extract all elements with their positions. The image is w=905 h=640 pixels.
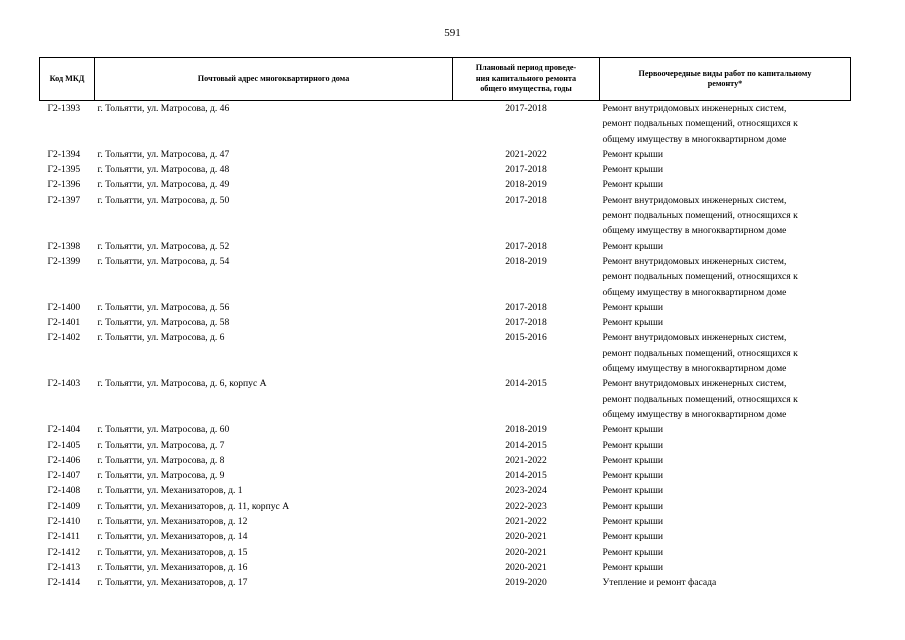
cell-works <box>600 330 851 376</box>
works-line: ремонт подвальных помещений, относящихся к <box>602 210 798 222</box>
cell-code: Г2-1407 <box>47 470 81 482</box>
header-period-line: ния капитального ремонта <box>475 73 577 83</box>
cell-period: 2014-2015 <box>505 378 547 390</box>
cell-code: Г2-1402 <box>47 332 81 344</box>
cell-address: г. Тольятти, ул. Механизаторов, д. 11, корпус А <box>97 500 290 512</box>
works-line: Ремонт крыши <box>602 240 663 252</box>
header-works-line: Первоочередные виды работ по капитальному <box>638 68 812 78</box>
cell-code: Г2-1394 <box>47 148 81 160</box>
cell-period: 2021-2022 <box>505 148 547 160</box>
cell-address: г. Тольятти, ул. Матросова, д. 56 <box>97 301 230 313</box>
cell-period: 2015-2016 <box>505 332 547 344</box>
works-line: Ремонт крыши <box>602 500 663 512</box>
works-line: Ремонт крыши <box>602 424 663 436</box>
cell-code: Г2-1411 <box>47 531 80 543</box>
registry-table <box>39 57 851 591</box>
cell-address: г. Тольятти, ул. Механизаторов, д. 17 <box>97 577 248 589</box>
cell-works <box>600 315 851 330</box>
cell-period: 2017-2018 <box>505 164 547 176</box>
table-row <box>40 529 851 544</box>
works-line: Ремонт крыши <box>602 439 663 451</box>
table-row <box>40 315 851 330</box>
table-row <box>40 147 851 162</box>
cell-address: г. Тольятти, ул. Матросова, д. 58 <box>97 317 230 329</box>
cell-works <box>600 422 851 437</box>
cell-period: 2018-2019 <box>505 179 547 191</box>
cell-code: Г2-1405 <box>47 439 81 451</box>
works-line: Ремонт крыши <box>602 164 663 176</box>
cell-period: 2021-2022 <box>505 516 547 528</box>
table-row <box>40 545 851 560</box>
cell-code: Г2-1412 <box>47 546 81 558</box>
works-line: Ремонт крыши <box>602 485 663 497</box>
cell-code: Г2-1395 <box>47 164 81 176</box>
cell-code: Г2-1408 <box>47 485 81 497</box>
cell-address: г. Тольятти, ул. Механизаторов, д. 14 <box>97 531 248 543</box>
works-line: общему имуществу в многоквартирном доме <box>602 408 787 420</box>
works-line: Утепление и ремонт фасада <box>602 577 717 589</box>
cell-works <box>600 560 851 575</box>
table-row <box>40 560 851 575</box>
table-header <box>40 58 851 101</box>
cell-address: г. Тольятти, ул. Матросова, д. 46 <box>97 103 230 114</box>
table-row <box>40 575 851 590</box>
cell-address: г. Тольятти, ул. Матросова, д. 52 <box>97 240 230 252</box>
table-row <box>40 499 851 514</box>
header-period <box>453 58 600 101</box>
cell-works <box>600 514 851 529</box>
works-line: ремонт подвальных помещений, относящихся к <box>602 393 798 405</box>
cell-code: Г2-1406 <box>47 454 81 466</box>
table-row <box>40 254 851 300</box>
cell-period: 2021-2022 <box>505 454 547 466</box>
cell-code: Г2-1414 <box>47 577 81 589</box>
cell-code: Г2-1409 <box>47 500 81 512</box>
works-line: Ремонт крыши <box>602 516 663 528</box>
works-line: Ремонт крыши <box>602 179 663 191</box>
works-line: Ремонт внутридомовых инженерных систем, <box>602 194 787 206</box>
works-line: ремонт подвальных помещений, относящихся к <box>602 271 798 283</box>
cell-works <box>600 483 851 498</box>
cell-period: 2017-2018 <box>505 301 547 313</box>
works-line: Ремонт крыши <box>602 454 663 466</box>
works-line: ремонт подвальных помещений, относящихся к <box>602 347 798 359</box>
works-line: ремонт подвальных помещений, относящихся к <box>602 118 798 130</box>
cell-period: 2023-2024 <box>505 485 547 497</box>
cell-code: Г2-1400 <box>47 301 81 313</box>
cell-works <box>600 453 851 468</box>
table-row <box>40 300 851 315</box>
cell-address: г. Тольятти, ул. Матросова, д. 50 <box>97 194 230 206</box>
cell-period: 2017-2018 <box>505 317 547 329</box>
works-line: общему имуществу в многоквартирном доме <box>602 133 787 145</box>
header-works-line: ремонту* <box>707 79 743 88</box>
cell-code: Г2-1404 <box>47 424 81 436</box>
cell-code: Г2-1396 <box>47 179 81 191</box>
cell-works <box>600 239 851 254</box>
cell-period: 2017-2018 <box>505 103 547 114</box>
cell-period: 2020-2021 <box>505 561 547 573</box>
cell-code: Г2-1393 <box>47 103 81 114</box>
cell-code: Г2-1399 <box>47 255 81 267</box>
cell-period: 2017-2018 <box>505 194 547 206</box>
table-row <box>40 468 851 483</box>
cell-works <box>600 162 851 177</box>
cell-code: Г2-1397 <box>47 194 81 206</box>
header-period-line: общего имущества, годы <box>480 84 572 94</box>
cell-address: г. Тольятти, ул. Механизаторов, д. 12 <box>97 516 248 528</box>
table-row <box>40 193 851 239</box>
works-line: общему имуществу в многоквартирном доме <box>602 286 787 298</box>
cell-address: г. Тольятти, ул. Матросова, д. 47 <box>97 148 230 160</box>
table-row <box>40 514 851 529</box>
works-line: Ремонт крыши <box>602 470 663 482</box>
cell-works <box>600 499 851 514</box>
table-row <box>40 177 851 192</box>
cell-address: г. Тольятти, ул. Механизаторов, д. 1 <box>97 485 243 497</box>
cell-address: г. Тольятти, ул. Матросова, д. 8 <box>97 454 225 466</box>
cell-works <box>600 254 851 300</box>
table-body <box>40 101 851 591</box>
cell-works <box>600 101 851 147</box>
cell-period: 2020-2021 <box>505 546 547 558</box>
cell-period: 2017-2018 <box>505 240 547 252</box>
cell-works <box>600 545 851 560</box>
cell-period: 2018-2019 <box>505 255 547 267</box>
header-works <box>600 58 851 101</box>
table-row <box>40 483 851 498</box>
cell-works <box>600 468 851 483</box>
cell-address: г. Тольятти, ул. Матросова, д. 7 <box>97 439 225 451</box>
works-line: Ремонт внутридомовых инженерных систем, <box>602 332 787 344</box>
cell-code: Г2-1401 <box>47 317 81 329</box>
works-line: Ремонт внутридомовых инженерных систем, <box>602 103 787 114</box>
table-row <box>40 239 851 254</box>
cell-address: г. Тольятти, ул. Матросова, д. 6 <box>97 332 225 344</box>
cell-works <box>600 529 851 544</box>
cell-address: г. Тольятти, ул. Матросова, д. 9 <box>97 470 225 482</box>
cell-period: 2014-2015 <box>505 470 547 482</box>
works-line: Ремонт крыши <box>602 317 663 329</box>
works-line: Ремонт внутридомовых инженерных систем, <box>602 255 787 267</box>
cell-code: Г2-1403 <box>47 378 81 390</box>
cell-period: 2019-2020 <box>505 577 547 589</box>
cell-address: г. Тольятти, ул. Механизаторов, д. 16 <box>97 561 248 573</box>
header-address: Почтовый адрес многоквартирного дома <box>95 58 453 101</box>
cell-period: 2020-2021 <box>505 531 547 543</box>
cell-address: г. Тольятти, ул. Матросова, д. 54 <box>97 255 230 267</box>
table-row <box>40 162 851 177</box>
cell-address: г. Тольятти, ул. Матросова, д. 6, корпус А <box>97 378 267 390</box>
works-line: Ремонт внутридомовых инженерных систем, <box>602 378 787 390</box>
works-line: Ремонт крыши <box>602 561 663 573</box>
cell-works <box>600 575 851 590</box>
cell-code: Г2-1410 <box>47 516 81 528</box>
cell-period: 2022-2023 <box>505 500 547 512</box>
cell-code: Г2-1413 <box>47 561 81 573</box>
table-row <box>40 330 851 376</box>
page-number: 591 <box>444 27 461 39</box>
cell-address: г. Тольятти, ул. Матросова, д. 48 <box>97 164 230 176</box>
works-line: Ремонт крыши <box>602 301 663 313</box>
cell-works <box>600 147 851 162</box>
header-period-line: Плановый период проведе- <box>475 63 577 73</box>
table-row <box>40 438 851 453</box>
table-row <box>40 422 851 437</box>
works-line: общему имуществу в многоквартирном доме <box>602 225 787 237</box>
cell-works <box>600 177 851 192</box>
cell-address: г. Тольятти, ул. Матросова, д. 49 <box>97 179 230 191</box>
cell-works <box>600 300 851 315</box>
cell-period: 2014-2015 <box>505 439 547 451</box>
table-row <box>40 101 851 147</box>
cell-works <box>600 193 851 239</box>
cell-address: г. Тольятти, ул. Матросова, д. 60 <box>97 424 230 436</box>
cell-works <box>600 438 851 453</box>
works-line: Ремонт крыши <box>602 531 663 543</box>
works-line: Ремонт крыши <box>602 546 663 558</box>
header-code: Код МКД <box>40 58 95 101</box>
works-line: общему имуществу в многоквартирном доме <box>602 363 787 375</box>
cell-code: Г2-1398 <box>47 240 81 252</box>
works-line: Ремонт крыши <box>602 148 663 160</box>
cell-period: 2018-2019 <box>505 424 547 436</box>
cell-address: г. Тольятти, ул. Механизаторов, д. 15 <box>97 546 248 558</box>
table-row <box>40 376 851 422</box>
cell-works <box>600 376 851 422</box>
table-row <box>40 453 851 468</box>
